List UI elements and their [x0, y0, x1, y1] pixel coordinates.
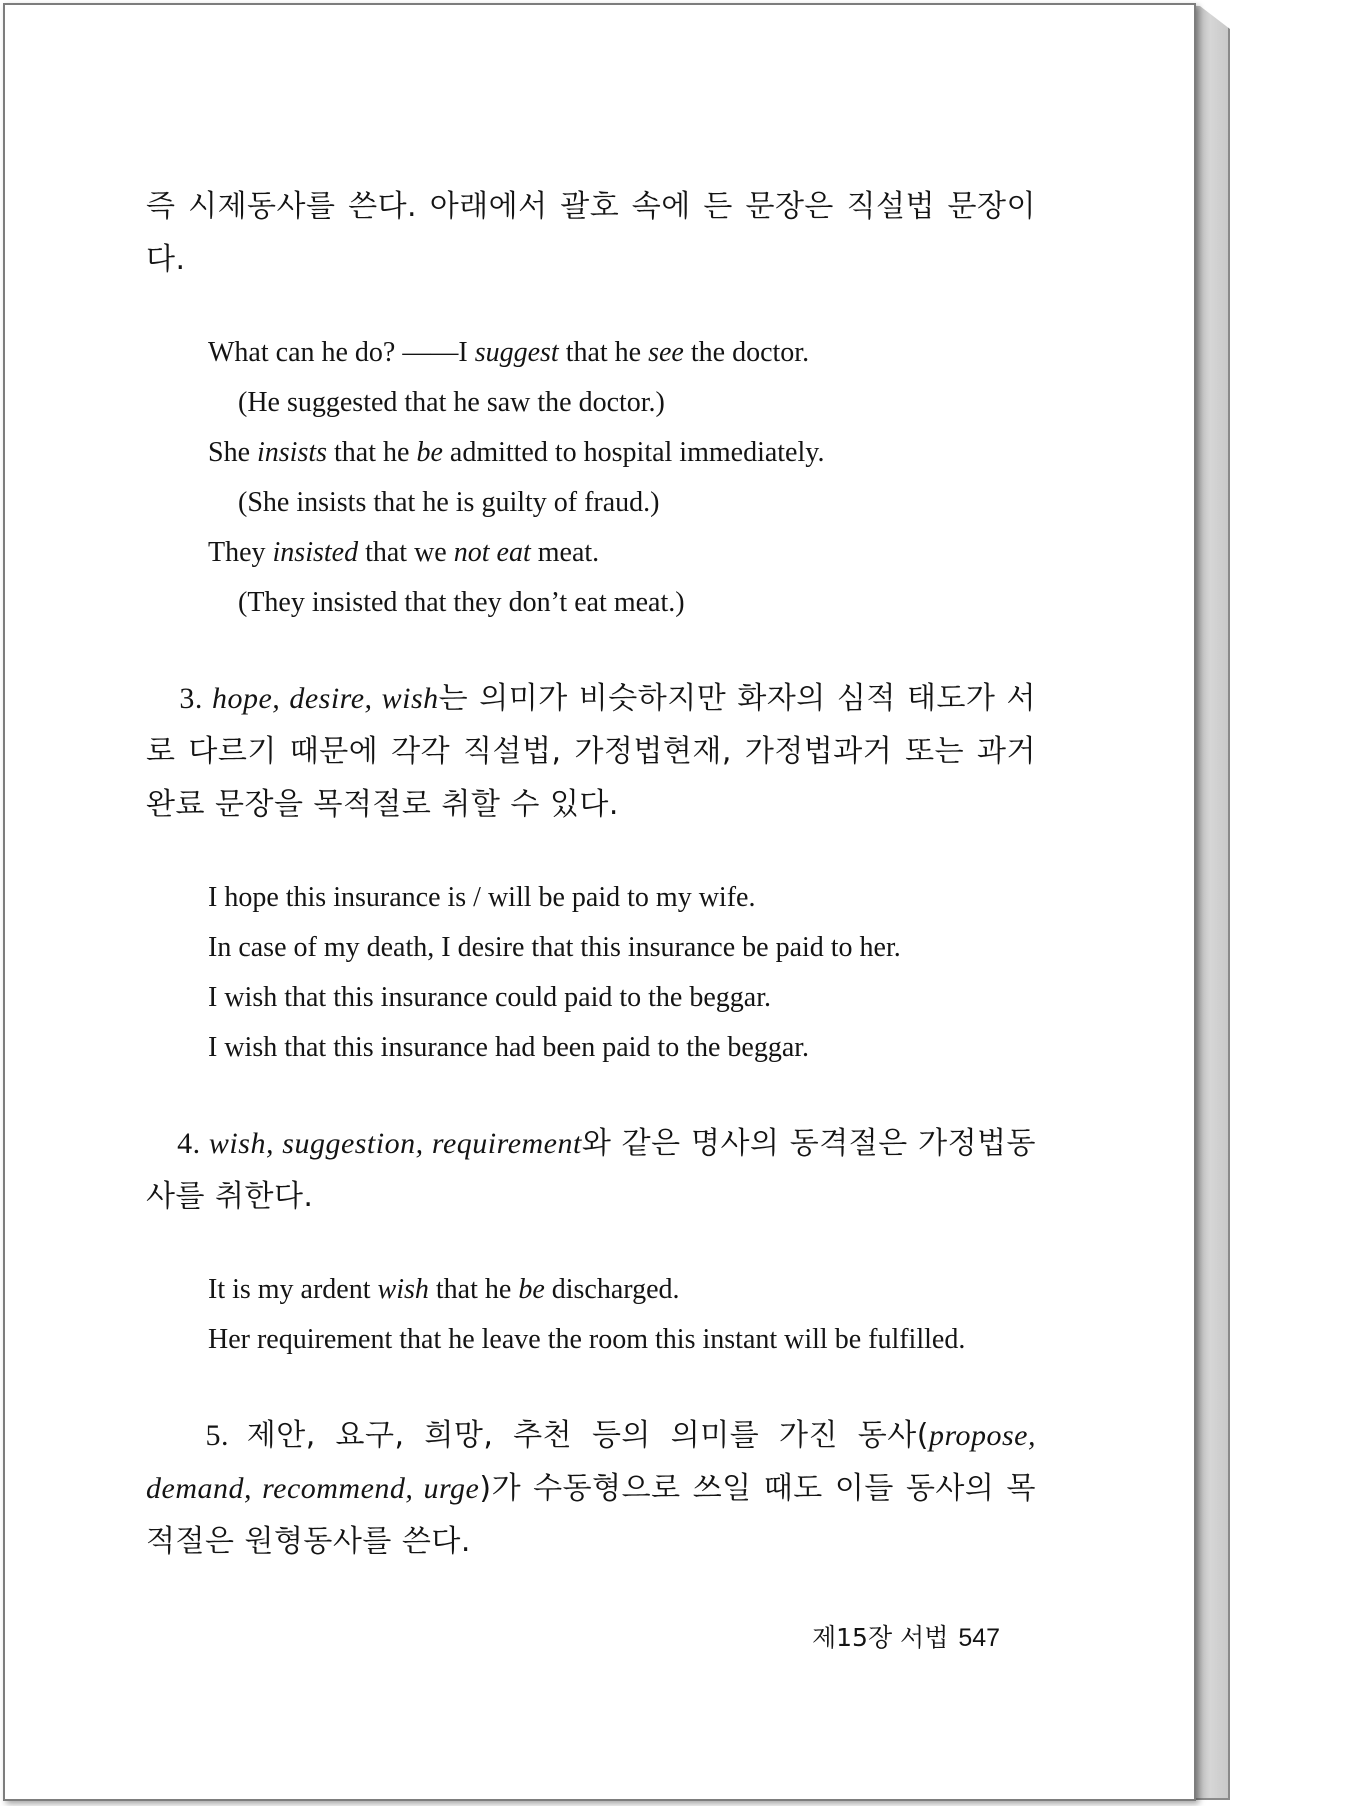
page-number: 547: [958, 1624, 1001, 1652]
chapter-label: 제15장 서법: [812, 1623, 949, 1652]
example-line: What can he do? ——I suggest that he see the doctor.: [208, 337, 810, 368]
example-line: She insists that he be admitted to hospital immediately.: [208, 437, 825, 468]
example-block-3: [146, 1265, 1036, 1365]
example-line: Her requirement that he leave the room this instant will be fulfilled.: [208, 1324, 966, 1355]
page-content: [146, 180, 1036, 1568]
example-line: It is my ardent wish that he be discharged.: [208, 1274, 680, 1305]
example-block-1: [146, 328, 1036, 628]
example-line: (They insisted that they don’t eat meat.): [238, 587, 685, 618]
example-block-2: [146, 873, 1036, 1073]
section-3-paragraph: 3. hope, desire, wish는 의미가 비슷하지만 화자의 심적 태도가 서로 다르기 때문에 각각 직설법, 가정법현재, 가정법과거 또는 과거완료 문장을 목적절로 취할 수 있다.: [146, 681, 1037, 822]
page-stack-corner: [1196, 3, 1230, 29]
example-line: (He suggested that he saw the doctor.): [238, 387, 665, 418]
example-line: In case of my death, I desire that this insurance be paid to her.: [208, 932, 901, 963]
example-line: They insisted that we not eat meat.: [208, 537, 600, 568]
intro-paragraph: 즉 시제동사를 쓴다. 아래에서 괄호 속에 든 문장은 직설법 문장이다.: [146, 189, 1036, 277]
example-line: I hope this insurance is / will be paid to my wife.: [208, 882, 756, 913]
page-stack-edge: [1196, 6, 1230, 1800]
example-line: I wish that this insurance had been paid to the beggar.: [208, 1032, 810, 1063]
example-line: (She insists that he is guilty of fraud.): [238, 487, 660, 518]
example-line: I wish that this insurance could paid to the beggar.: [208, 982, 771, 1013]
section-5-paragraph: 5. 제안, 요구, 희망, 추천 등의 의미를 가진 동사(propose, demand, recommend, urge)가 수동형으로 쓰일 때도 이들 동사의 목적절은 원형동사를 쓴다.: [146, 1418, 1036, 1559]
section-4-paragraph: 4. wish, suggestion, requirement와 같은 명사의 동격절은 가정법동사를 취한다.: [146, 1126, 1037, 1214]
page-footer: [812, 1618, 1000, 1654]
